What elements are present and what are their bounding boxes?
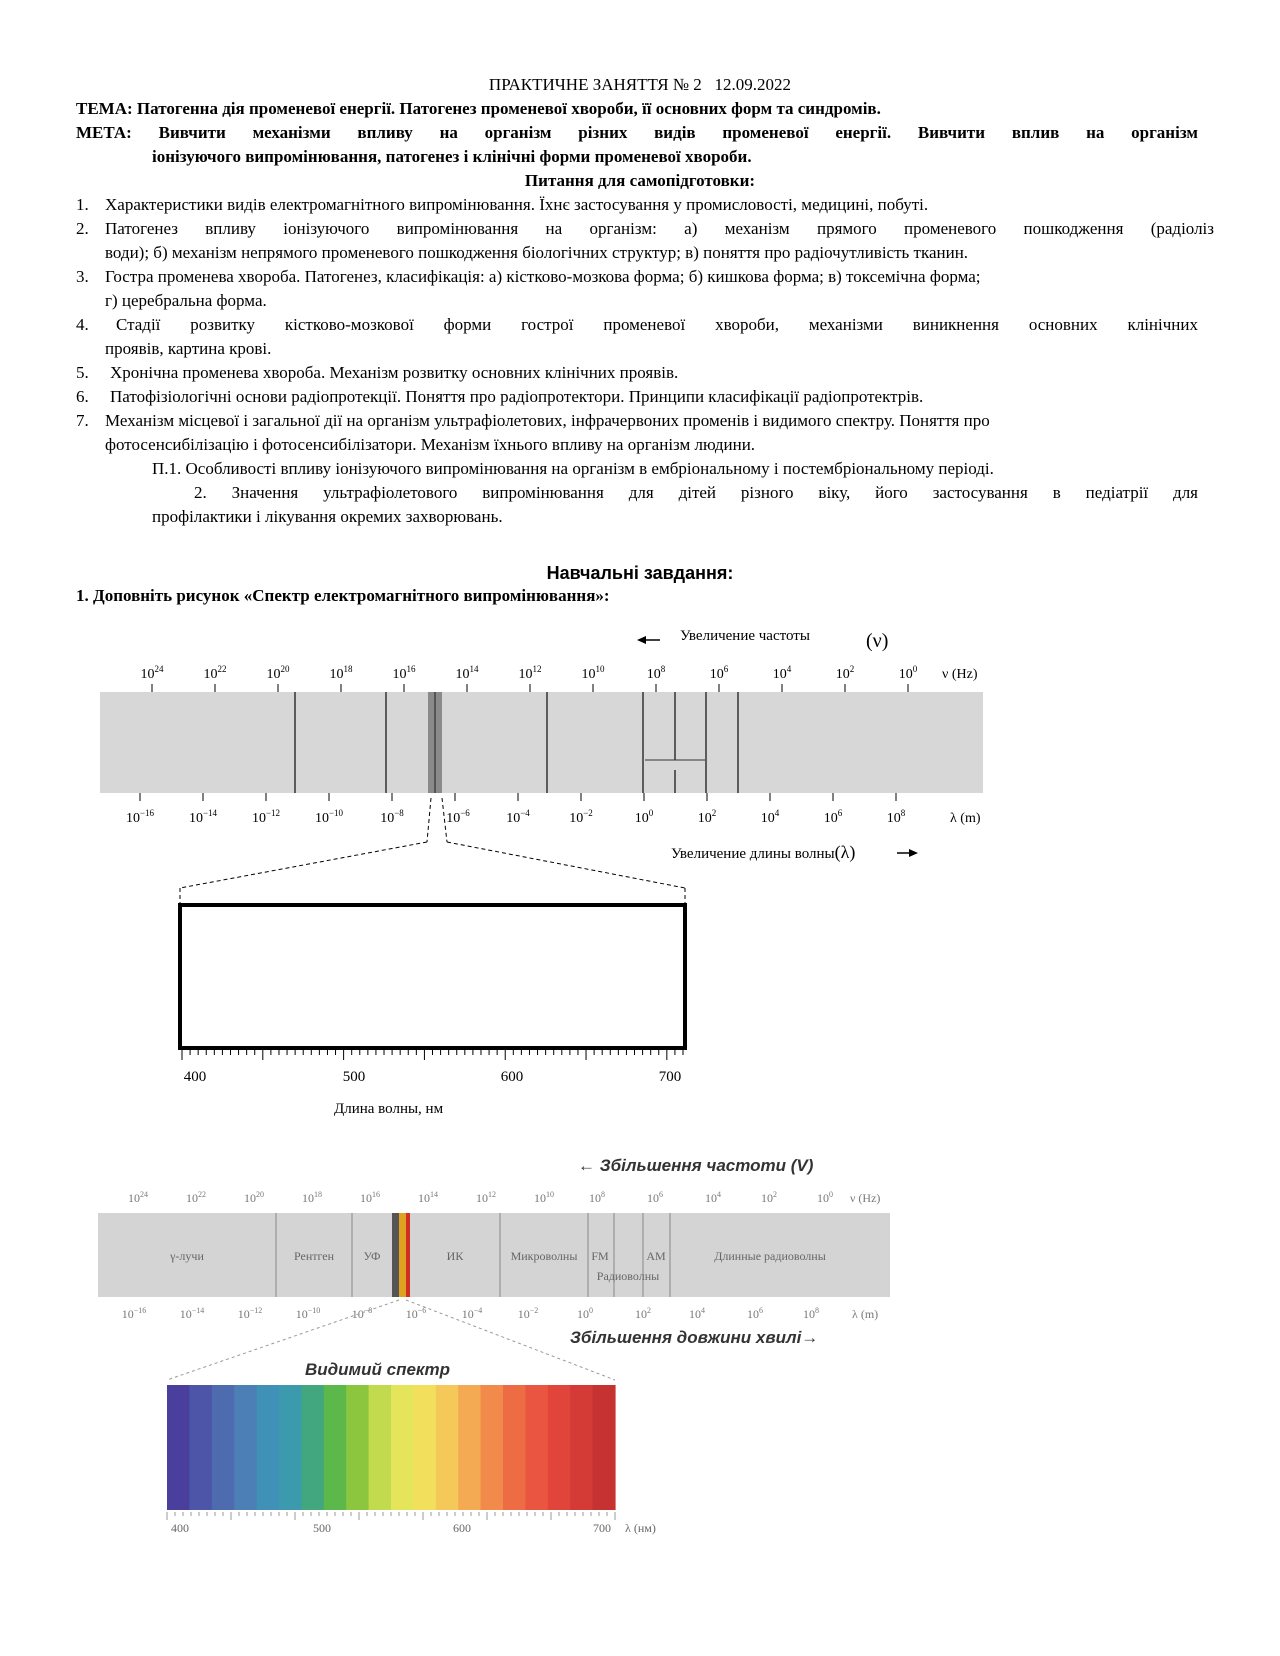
freq-tick-label: $10^{20}$ bbox=[244, 1190, 264, 1205]
wave-tick-label: $10^{-16}$ bbox=[121, 1306, 147, 1321]
freq-tick-label: $10^2$ bbox=[761, 1190, 777, 1205]
questions-heading: Питання для самопідготовки: bbox=[524, 171, 756, 190]
visible-spectrum-title: Видимий спектр bbox=[305, 1360, 451, 1379]
wave-tick-label: $10^4$ bbox=[760, 808, 780, 826]
spectrum-color-strip bbox=[257, 1385, 280, 1510]
visible-tick-label: 700 bbox=[593, 1521, 611, 1535]
wave-tick-label: $10^8$ bbox=[886, 808, 906, 826]
freq-tick-label: $10^{18}$ bbox=[302, 1190, 322, 1205]
scale-tick-label: 600 bbox=[500, 1069, 524, 1085]
wave-tick-label: $10^4$ bbox=[689, 1306, 705, 1321]
spectrum-color-strip bbox=[525, 1385, 548, 1510]
freq-tick-label: $10^0$ bbox=[817, 1190, 833, 1205]
band-label-microwave: Микроволны bbox=[510, 1249, 578, 1263]
goal-text-2: іонізуючого випромінювання, патогенез і клінічні форми променевої хвороби. bbox=[152, 147, 752, 166]
band-label-uv: УФ bbox=[363, 1249, 381, 1263]
freq-tick-label: $10^4$ bbox=[772, 664, 792, 682]
wave-tick-label: $10^{-14}$ bbox=[188, 808, 218, 826]
question-5-line-1: Хронічна променева хвороба. Механізм розвитку основних клінічних проявів. bbox=[110, 363, 679, 382]
spectrum-color-strip bbox=[212, 1385, 235, 1510]
band-label-fm: FM bbox=[591, 1249, 609, 1263]
task-1: 1. Доповніть рисунок «Спектр електромагнітного випромінювання»: bbox=[76, 586, 610, 605]
question-6-num: 6. bbox=[76, 387, 89, 406]
wave-tick-label: $10^{-8}$ bbox=[351, 1306, 373, 1321]
freq-tick-label: $10^8$ bbox=[589, 1190, 605, 1205]
spectrum-color-strip bbox=[234, 1385, 257, 1510]
question-7-num: 7. bbox=[76, 411, 89, 430]
question-2-num: 2. bbox=[76, 219, 89, 238]
spectrum-color-strip bbox=[324, 1385, 347, 1510]
spectrum-color-strip bbox=[548, 1385, 571, 1510]
question-6-line-1: Патофізіологічні основи радіопротекції. Поняття про радіопротектори. Принципи класифікації радіопротектрів. bbox=[110, 387, 924, 406]
freq-tick-label: $10^2$ bbox=[835, 664, 855, 682]
spectrum-color-strip bbox=[570, 1385, 593, 1510]
question-3-line-1: Гостра променева хвороба. Патогенез, класифікація: а) кістково-мозкова форма; б) кишкова форма; в) токсемічна форма; bbox=[105, 267, 981, 286]
visible-scale bbox=[167, 1512, 615, 1520]
freq-tick-label: $10^{24}$ bbox=[128, 1190, 148, 1205]
freq-unit: ν (Hz) bbox=[942, 667, 978, 682]
nu-symbol: (ν) bbox=[866, 630, 889, 652]
freq-tick-label: $10^6$ bbox=[647, 1190, 663, 1205]
question-4-num: 4. bbox=[76, 315, 89, 334]
wave-tick-label: $10^{-6}$ bbox=[405, 1306, 427, 1321]
wave-tick-label: $10^2$ bbox=[635, 1306, 651, 1321]
wave-tick-label: $10^6$ bbox=[823, 808, 843, 826]
spectrum-color-strip bbox=[189, 1385, 212, 1510]
freq-tick-labels bbox=[128, 1190, 880, 1205]
band-label-gamma: γ-лучи bbox=[170, 1249, 204, 1263]
wave-tick-labels bbox=[122, 1306, 878, 1321]
wave-tick-label: $10^{-4}$ bbox=[506, 808, 530, 826]
lambda-symbol: (λ) bbox=[834, 842, 856, 862]
scale-tick-label: 400 bbox=[183, 1069, 207, 1085]
uv-edge bbox=[392, 1213, 399, 1297]
visible-tick-label: 600 bbox=[453, 1521, 471, 1535]
wave-tick-label: $10^{-10}$ bbox=[314, 808, 344, 826]
band-label-ir: ИК bbox=[446, 1249, 464, 1263]
lesson-title: ПРАКТИЧНЕ ЗАНЯТТЯ № 2 12.09.2022 bbox=[488, 75, 792, 94]
question-4-line-2: проявів, картина крові. bbox=[105, 339, 272, 358]
freq-tick-label: $10^{18}$ bbox=[329, 664, 353, 682]
wave-tick-label: $10^0$ bbox=[634, 808, 654, 826]
freq-tick-label: $10^{12}$ bbox=[518, 664, 542, 682]
spectrum-color-strip bbox=[301, 1385, 324, 1510]
freq-tick-label: $10^{22}$ bbox=[203, 664, 227, 682]
question-1-line-1: Характеристики видів електромагнітного випромінювання. Їхнє застосування у промисловості, медицині, побуті. bbox=[105, 195, 929, 214]
wave-unit: λ (m) bbox=[852, 1307, 879, 1321]
freq-tick-label: $10^{16}$ bbox=[360, 1190, 380, 1205]
freq-tick-label: $10^{14}$ bbox=[455, 664, 479, 682]
question-2-line-2: води); б) механізм непрямого променевого пошкодження біологічних структур; в) поняття про радіочутливість тканин. bbox=[105, 243, 969, 262]
freq-direction-label: Увеличение частоты bbox=[680, 628, 810, 644]
additional-question-1: П.1. Особливості впливу іонізуючого випромінювання на організм в ембріональному і постембріональному періоді. bbox=[152, 459, 994, 478]
spectrum-color-strip bbox=[346, 1385, 369, 1510]
freq-tick-label: $10^0$ bbox=[898, 664, 918, 682]
freq-tick-label: $10^{22}$ bbox=[186, 1190, 206, 1205]
question-7-line-1: Механізм місцевої і загальної дії на організм ультрафіолетових, інфрачервоних променів і видимого спектру. Поняття про bbox=[105, 411, 990, 430]
goal-text-1: Вивчити механізми впливу на організм різних видів променевої енергії. Вивчити вплив на організм bbox=[158, 123, 1198, 142]
wave-tick-label: $10^{-12}$ bbox=[237, 1306, 263, 1321]
goal-label: МЕТА: bbox=[76, 123, 132, 142]
wave-tick-label: $10^{-12}$ bbox=[251, 808, 281, 826]
additional-question-2-line-2: профілактики і лікування окремих захворювань. bbox=[152, 507, 503, 526]
band-label-am: AM bbox=[646, 1249, 666, 1263]
wave-tick-label: $10^{-16}$ bbox=[125, 808, 155, 826]
wave-direction-label: Збільшення довжини хвилі→ bbox=[570, 1328, 819, 1347]
freq-unit: ν (Hz) bbox=[850, 1191, 881, 1205]
question-5-num: 5. bbox=[76, 363, 89, 382]
spectrum-color-strip bbox=[413, 1385, 436, 1510]
freq-tick-label: $10^{20}$ bbox=[266, 664, 290, 682]
spectrum-color-strip bbox=[593, 1385, 616, 1510]
wave-tick-label: $10^{-2}$ bbox=[569, 808, 593, 826]
wave-tick-label: $10^{-8}$ bbox=[380, 808, 404, 826]
question-1-num: 1. bbox=[76, 195, 89, 214]
scale-tick-label: 700 bbox=[658, 1069, 682, 1085]
tasks-heading: Навчальні завдання: bbox=[546, 563, 734, 583]
freq-tick-label: $10^{14}$ bbox=[418, 1190, 438, 1205]
ir-edge bbox=[406, 1213, 410, 1297]
question-4-line-1: Стадії розвитку кістково-мозкової форми гострої променевої хвороби, механізми виникнення основних клінічних bbox=[116, 315, 1198, 334]
band-label-long-radio: Длинные радиоволны bbox=[714, 1249, 826, 1263]
wave-tick-label: $10^8$ bbox=[803, 1306, 819, 1321]
wave-tick-label: $10^{-4}$ bbox=[461, 1306, 483, 1321]
visible-tick-label: 400 bbox=[171, 1521, 189, 1535]
wave-unit: λ (m) bbox=[950, 811, 981, 826]
wave-tick-label: $10^{-2}$ bbox=[517, 1306, 539, 1321]
wave-tick-label: $10^{-10}$ bbox=[295, 1306, 321, 1321]
spectrum-color-strip bbox=[458, 1385, 481, 1510]
wave-tick-label: $10^0$ bbox=[577, 1306, 593, 1321]
question-2-line-1: Патогенез впливу іонізуючого випромінювання на організм: а) механізм прямого променевого пошкодження (радіоліз bbox=[105, 219, 1214, 238]
spectrum-color-strip bbox=[369, 1385, 392, 1510]
freq-tick-label: $10^4$ bbox=[705, 1190, 721, 1205]
wave-tick-label: $10^{-14}$ bbox=[179, 1306, 205, 1321]
scale-axis-label: Длина волны, нм bbox=[334, 1101, 444, 1117]
spectrum-color-strip bbox=[481, 1385, 504, 1510]
additional-question-2-line-1: 2. Значення ультрафіолетового випромінювання для дітей різного віку, його застосування в педіатрії для bbox=[194, 483, 1198, 502]
freq-tick-label: $10^{10}$ bbox=[534, 1190, 554, 1205]
wave-tick-label: $10^6$ bbox=[747, 1306, 763, 1321]
question-3-line-2: г) церебральна форма. bbox=[105, 291, 267, 310]
topic-label: ТЕМА: bbox=[76, 99, 133, 118]
spectrum-color-strip bbox=[167, 1385, 190, 1510]
spectrum-color-strip bbox=[436, 1385, 459, 1510]
freq-direction-label: ← Збільшення частоти (V) bbox=[578, 1156, 814, 1175]
band-label-xray: Рентген bbox=[293, 1249, 335, 1263]
wave-tick-label: $10^2$ bbox=[697, 808, 717, 826]
spectrum-color-strip bbox=[503, 1385, 526, 1510]
freq-tick-label: $10^{12}$ bbox=[476, 1190, 496, 1205]
question-7-line-2: фотосенсибілізацію і фотосенсибілізатори. Механізм їхнього впливу на організм людини. bbox=[105, 435, 756, 454]
freq-tick-label: $10^8$ bbox=[646, 664, 666, 682]
band-label-radio: Радиоволны bbox=[596, 1269, 660, 1283]
freq-tick-label: $10^{16}$ bbox=[392, 664, 416, 682]
scale-tick-label: 500 bbox=[342, 1069, 366, 1085]
question-3-num: 3. bbox=[76, 267, 89, 286]
visible-band-marker bbox=[399, 1213, 406, 1297]
visible-tick-label: 500 bbox=[313, 1521, 331, 1535]
freq-tick-label: $10^{24}$ bbox=[140, 664, 164, 682]
wave-tick-label: $10^{-6}$ bbox=[446, 808, 470, 826]
visible-scale-unit: λ (нм) bbox=[625, 1521, 656, 1535]
visible-spectrum-gradient bbox=[167, 1385, 616, 1510]
wave-direction-label: Увеличение длины волны(λ) bbox=[671, 842, 856, 862]
freq-tick-label: $10^6$ bbox=[709, 664, 729, 682]
spectrum-color-strip bbox=[391, 1385, 414, 1510]
freq-tick-label: $10^{10}$ bbox=[581, 664, 605, 682]
topic-text: Патогенна дія променевої енергії. Патогенез променевої хвороби, її основних форм та синдромів. bbox=[136, 99, 881, 118]
spectrum-color-strip bbox=[279, 1385, 302, 1510]
